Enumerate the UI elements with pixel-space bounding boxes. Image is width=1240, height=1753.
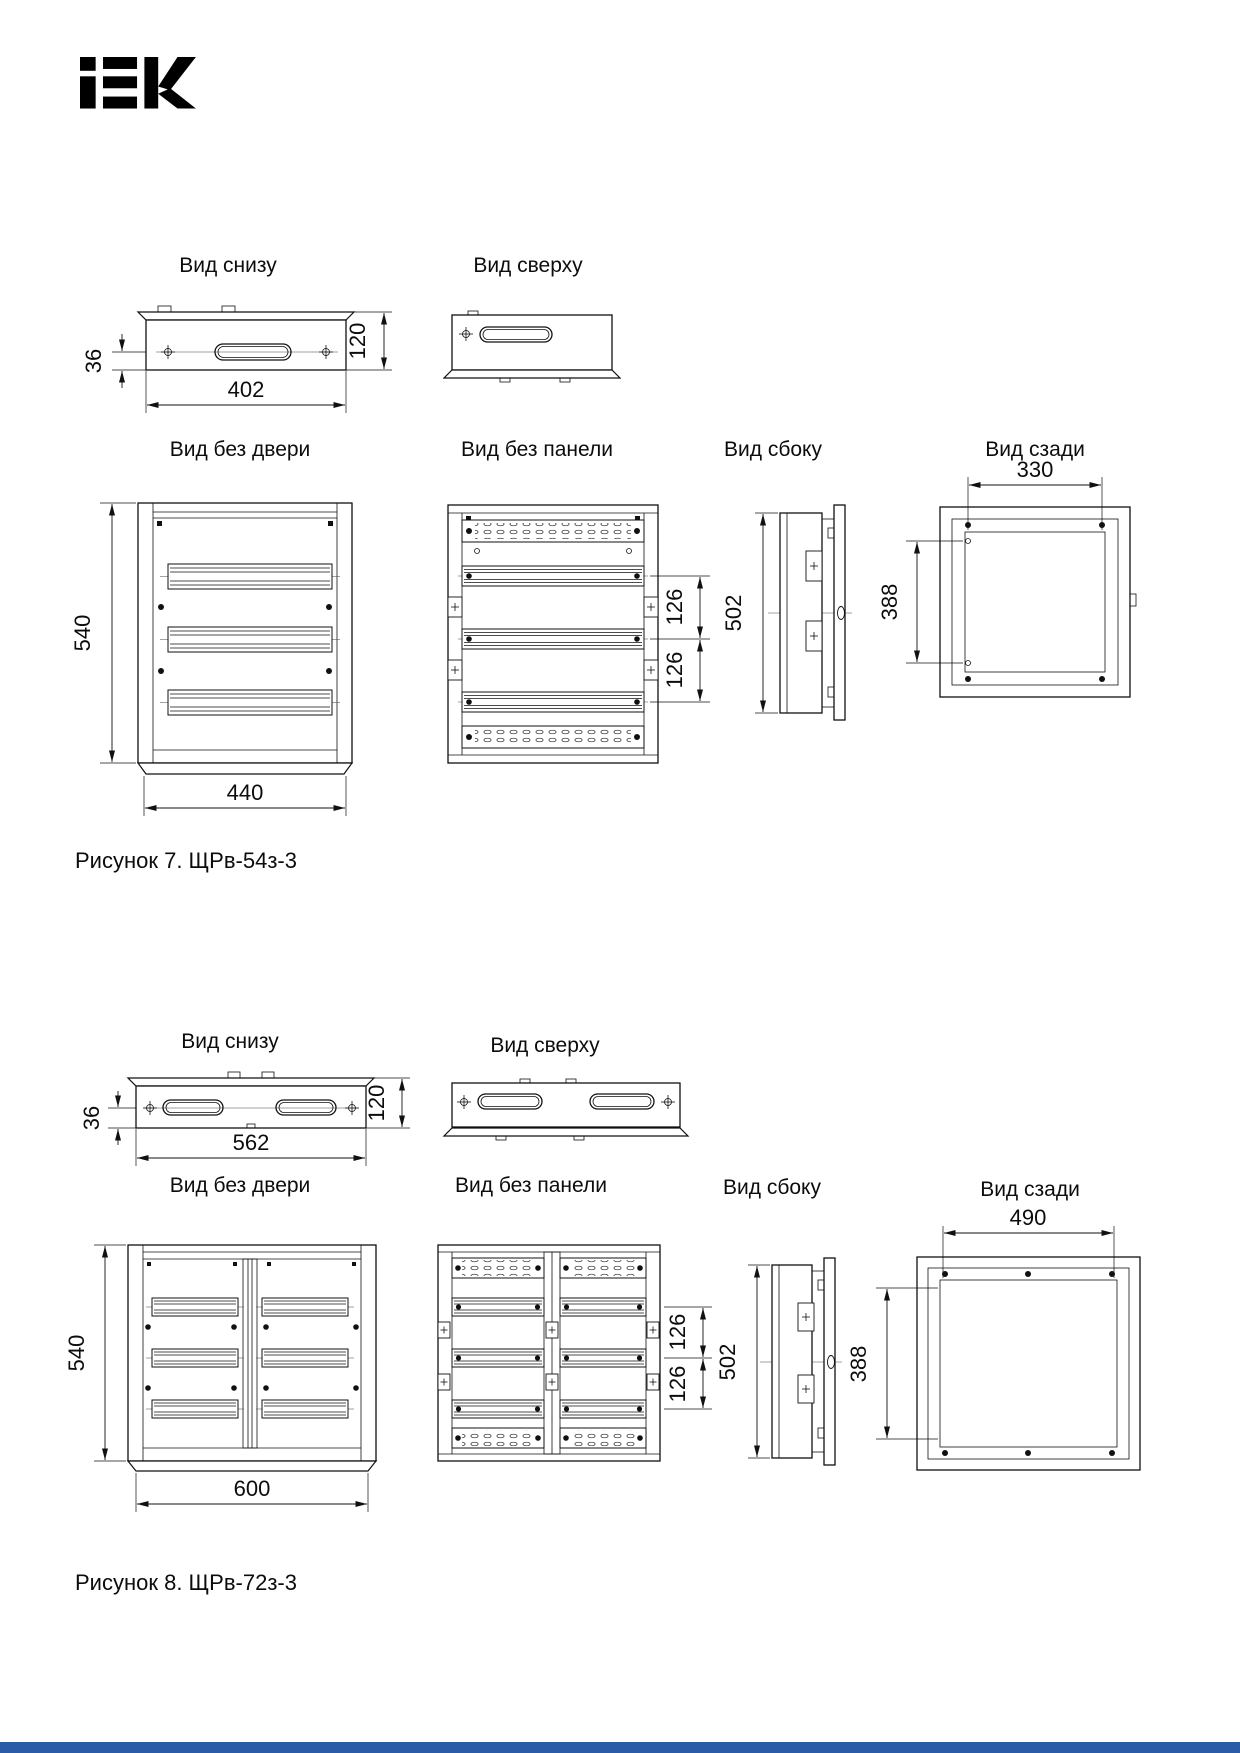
mount-tab	[818, 1280, 824, 1290]
dim-text: 36	[79, 1105, 104, 1131]
lock-detail	[838, 607, 845, 620]
din-rail	[256, 1298, 354, 1316]
din-rail	[458, 629, 648, 649]
fig8-bottom-view	[79, 1072, 410, 1166]
mount-dot	[145, 1324, 151, 1330]
din-rail	[256, 1349, 354, 1367]
dim-text: 388	[846, 1345, 871, 1383]
fig8-side-view	[715, 1258, 842, 1465]
mount-dot	[1025, 1450, 1031, 1456]
adjuster-tab	[546, 1322, 558, 1338]
fig7-dim-126-pair	[650, 576, 710, 702]
latch	[1130, 594, 1136, 606]
mount-dot	[1025, 1271, 1031, 1277]
fig8-group	[64, 1030, 1140, 1595]
adjuster-tab	[438, 1374, 450, 1390]
cable-tab	[158, 306, 171, 312]
din-rail	[452, 1298, 544, 1316]
fig7-dim-36	[81, 334, 146, 388]
din-rail	[560, 1349, 646, 1367]
dim-text: 600	[233, 1476, 271, 1501]
dim-text: 562	[232, 1130, 270, 1155]
dim-text: 502	[721, 594, 746, 632]
flange	[138, 763, 352, 774]
fig8-side-label: Вид сбоку	[723, 1176, 821, 1199]
mount-dot	[1099, 676, 1105, 682]
dim-text: 126	[665, 1313, 690, 1351]
fig7-caption: Рисунок 7. ЩРв-54з-3	[75, 848, 297, 873]
flange	[128, 1461, 376, 1471]
rear-outer	[917, 1257, 1140, 1470]
adjuster-tab	[448, 597, 462, 617]
enclosure-body	[136, 1086, 366, 1128]
mount-tab	[828, 687, 834, 697]
adjuster-tab	[647, 1374, 659, 1390]
fig8-no-door-view	[64, 1245, 376, 1512]
dim-text: 540	[70, 614, 95, 652]
mount-dot	[263, 1324, 269, 1330]
fig8-no-panel-label: Вид без панели	[455, 1174, 607, 1197]
dim-text: 388	[877, 583, 902, 621]
dim-text: 502	[715, 1343, 740, 1381]
dim-text: 402	[227, 377, 265, 402]
din-rail	[146, 1400, 244, 1418]
din-rail	[560, 1298, 646, 1316]
din-rail	[160, 690, 340, 715]
fig7-group	[70, 254, 1136, 873]
fig7-no-door-label: Вид без двери	[169, 438, 311, 461]
fig7-side-label: Вид сбоку	[724, 438, 822, 461]
fig8-top-view	[444, 1079, 688, 1140]
mount-dot	[326, 668, 332, 674]
mount-dot	[263, 1385, 269, 1391]
dim-text: 126	[662, 651, 687, 689]
fig8-dim-600	[136, 1473, 368, 1512]
dim-text: 490	[1009, 1205, 1047, 1230]
side-body	[772, 1265, 812, 1458]
dim-text: 120	[345, 322, 370, 360]
fig7-top-view	[444, 311, 620, 382]
fig7-side-view	[721, 505, 852, 720]
fig8-dim-36	[79, 1091, 136, 1145]
mount-dot	[158, 668, 164, 674]
fig8-bottom-view-label: Вид снизу	[181, 1030, 279, 1053]
mount-dot	[353, 1324, 359, 1330]
dim-text: 120	[364, 1084, 389, 1122]
fig7-no-door-view	[70, 503, 352, 816]
side-body	[780, 513, 822, 713]
fig7-dim-120	[345, 312, 392, 370]
flange	[444, 370, 620, 378]
fig7-bottom-view	[81, 306, 392, 413]
enclosure-body	[146, 320, 346, 370]
adjuster-tab	[644, 597, 658, 617]
dim-text: 330	[1016, 457, 1054, 482]
fig8-no-door-label: Вид без двери	[169, 1174, 311, 1197]
din-rail	[458, 566, 648, 586]
adjuster-tab	[644, 660, 658, 680]
mount-dot	[231, 1385, 237, 1391]
fig8-dim-120	[364, 1078, 410, 1128]
fig8-top-view-label: Вид сверху	[490, 1034, 600, 1057]
din-rail	[146, 1298, 244, 1316]
mount-dot	[1109, 1450, 1115, 1456]
mount-dot	[326, 604, 332, 610]
fig7-top-view-label: Вид сверху	[473, 254, 583, 277]
iek-logo	[80, 57, 196, 109]
mount-dot	[158, 604, 164, 610]
fig8-rear-label: Вид сзади	[980, 1178, 1080, 1201]
adjuster-tab	[448, 660, 462, 680]
dim-text: 440	[226, 780, 264, 805]
adjuster-tab	[546, 1374, 558, 1390]
adjuster-tab	[647, 1322, 659, 1338]
din-rail	[458, 692, 648, 712]
cable-tab	[228, 1072, 240, 1078]
enclosure-body	[452, 1083, 680, 1127]
lock-detail	[828, 1356, 835, 1369]
din-rail	[146, 1349, 244, 1367]
flange	[444, 1128, 688, 1136]
mount-dot	[231, 1324, 237, 1330]
mount-dot	[145, 1385, 151, 1391]
fig7-no-panel-label: Вид без панели	[461, 438, 613, 461]
din-rail	[160, 564, 340, 589]
din-rail	[452, 1400, 544, 1418]
fig8-dim-126-pair	[664, 1307, 712, 1409]
dim-text: 126	[665, 1365, 690, 1403]
flange	[128, 1078, 374, 1086]
fig8-caption: Рисунок 8. ЩРв-72з-3	[75, 1570, 297, 1595]
flange	[138, 312, 354, 320]
din-rail	[160, 627, 340, 652]
fig7-dim-540	[70, 503, 136, 763]
fig8-dim-540	[64, 1245, 126, 1461]
din-rail	[256, 1400, 354, 1418]
fig8-no-panel-view	[438, 1245, 712, 1461]
fig7-no-panel-view	[448, 505, 710, 763]
mount-dot	[965, 676, 971, 682]
cable-tab	[262, 1072, 274, 1078]
fig7-bottom-view-label: Вид снизу	[179, 254, 277, 277]
mount-tab	[818, 1428, 824, 1438]
fig8-dim-502	[715, 1265, 770, 1458]
fig7-rear-label: Вид сзади	[985, 438, 1085, 461]
din-rail	[452, 1349, 544, 1367]
cable-tab	[222, 306, 235, 312]
din-rail	[560, 1400, 646, 1418]
rear-outer	[940, 507, 1130, 697]
adjuster-tab	[438, 1322, 450, 1338]
dim-text: 126	[662, 588, 687, 626]
dim-text: 540	[64, 1334, 89, 1372]
dim-text: 36	[81, 348, 106, 374]
fig8-rear-view	[846, 1205, 1140, 1470]
fig8-dim-562	[136, 1129, 366, 1166]
footer-accent-bar	[0, 1742, 1240, 1753]
fig7-rear-view	[877, 457, 1136, 697]
mount-dot	[942, 1450, 948, 1456]
mount-dot	[353, 1385, 359, 1391]
fig7-dim-402	[146, 371, 346, 413]
fig7-dim-440	[144, 776, 346, 816]
mount-tab	[828, 528, 834, 538]
